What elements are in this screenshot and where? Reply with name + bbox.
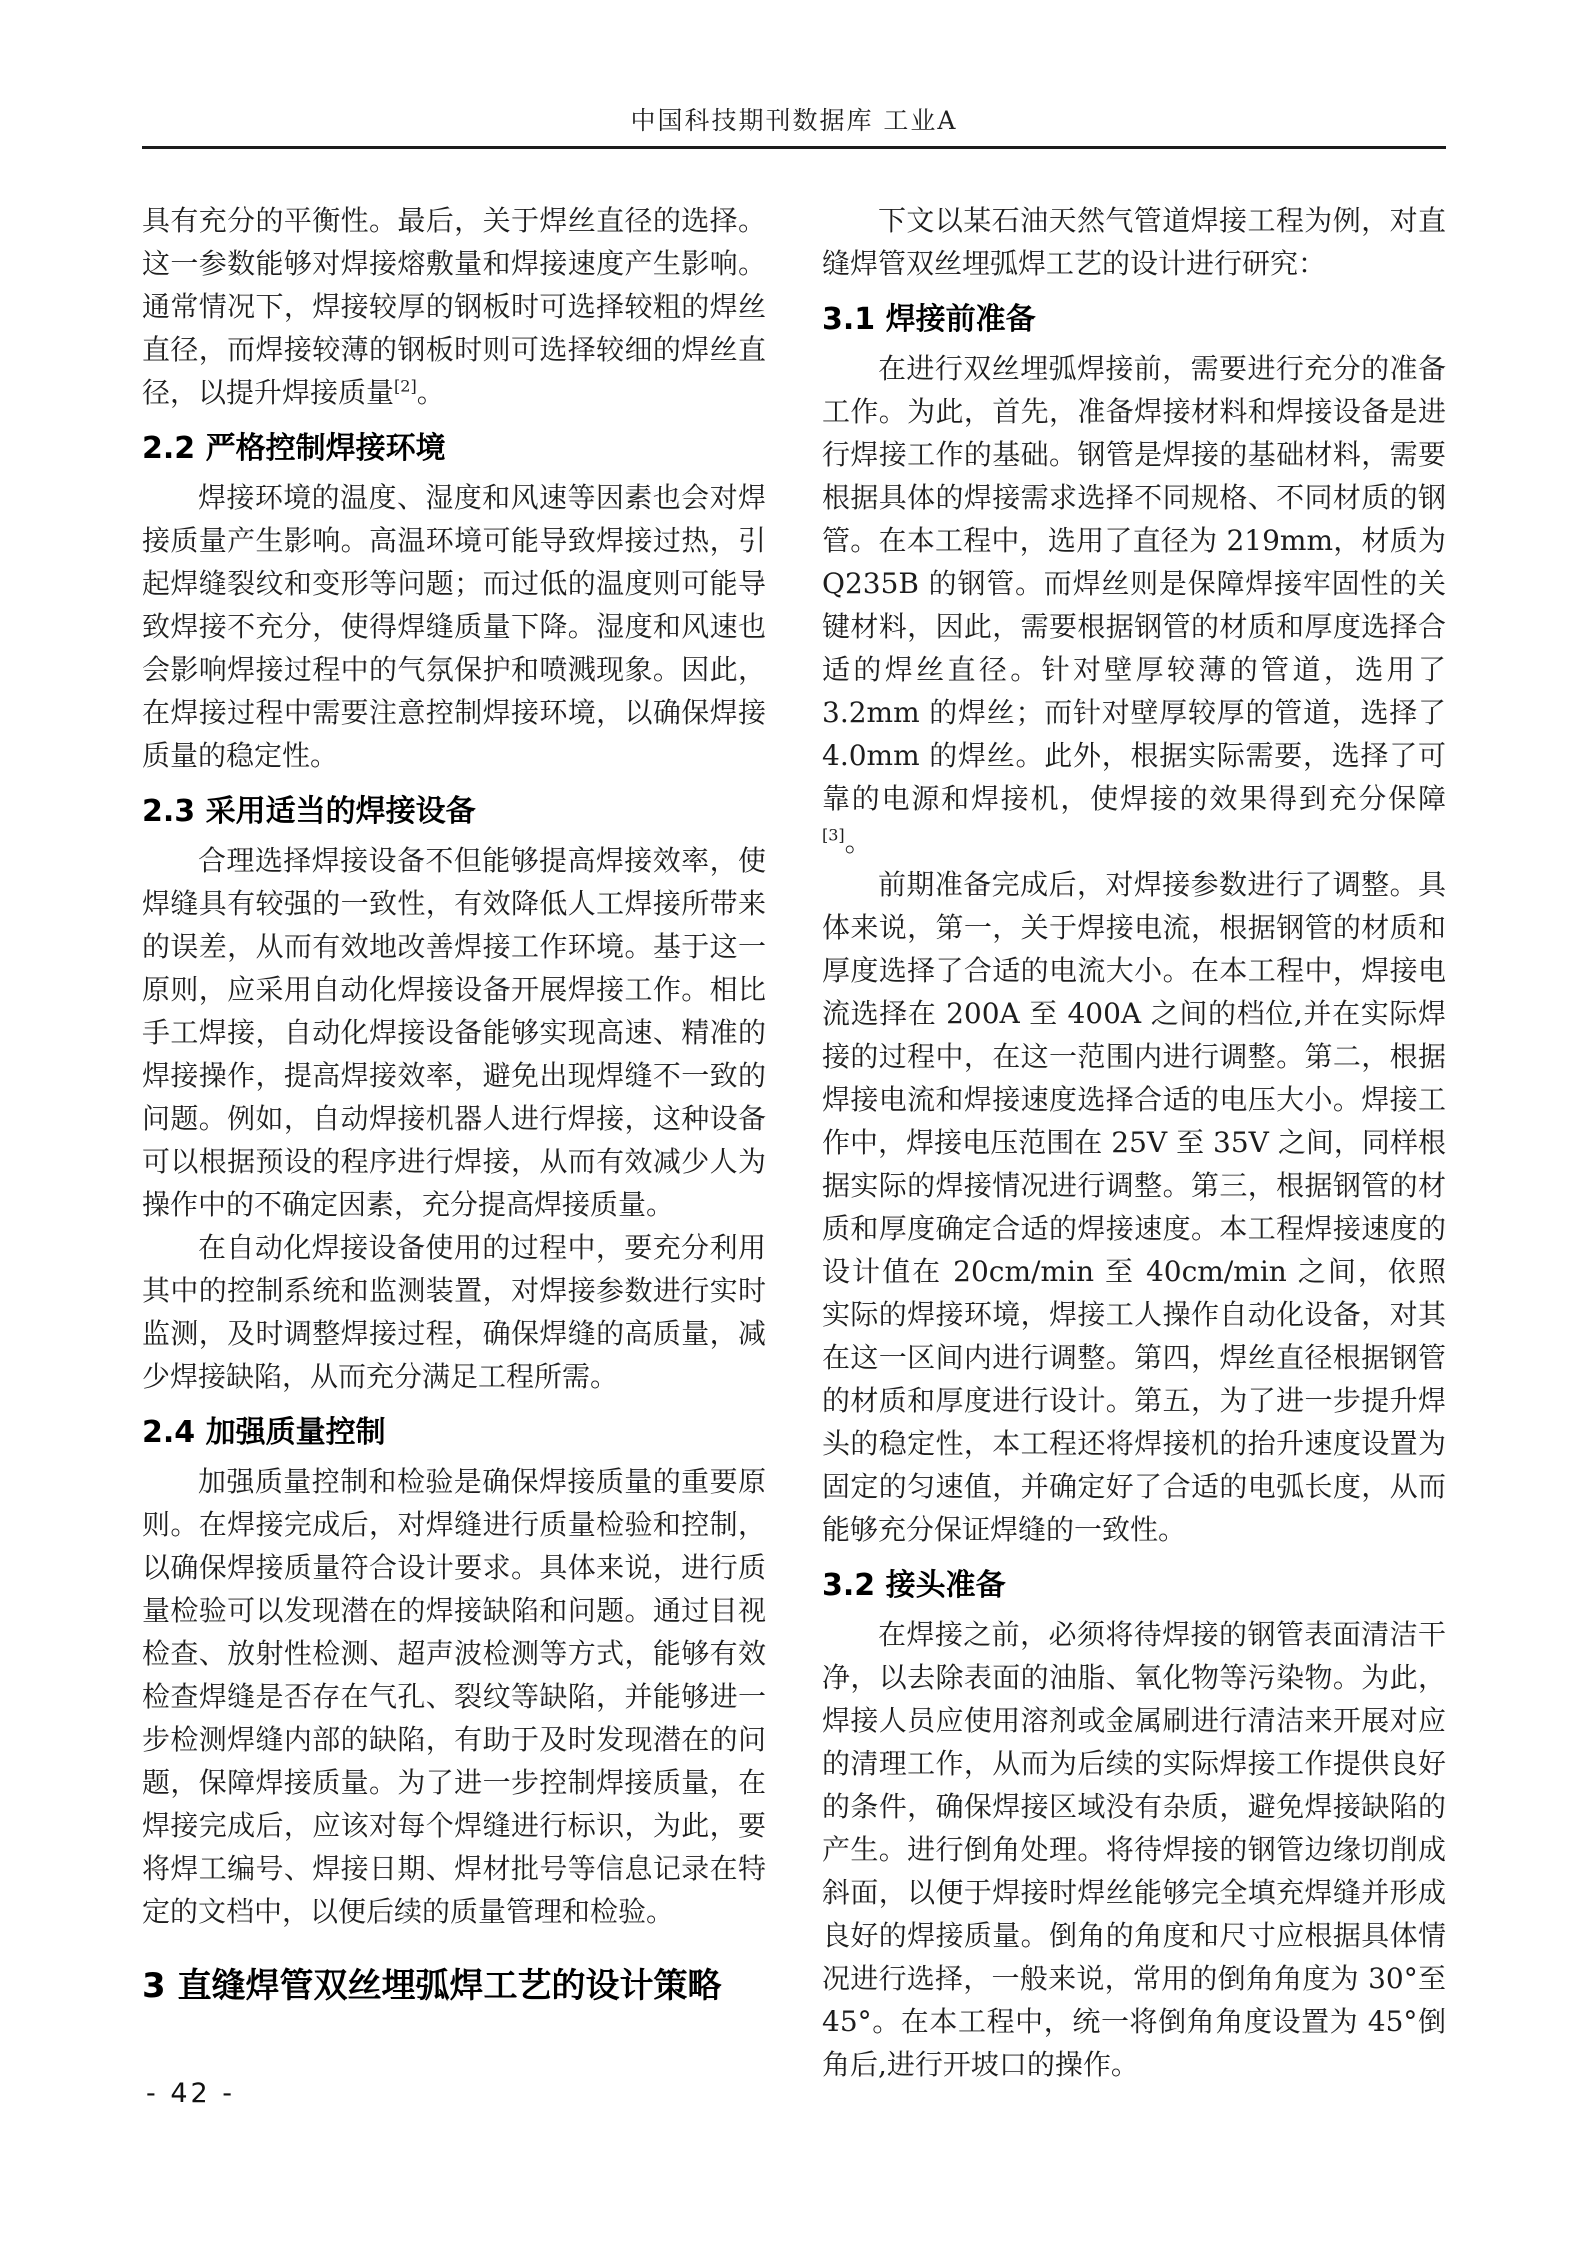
paragraph-case-intro: 下文以某石油天然气管道焊接工程为例，对直缝焊管双丝埋弧焊工艺的设计进行研究： bbox=[822, 204, 1446, 280]
paragraph-text: 具有充分的平衡性。最后，关于焊丝直径的选择。这一参数能够对焊接熔敷量和焊接速度产生影响。通常情况下，焊接较厚的钢板时可选择较粗的焊丝直径，而焊接较薄的钢板时则可选择较细的焊丝直径，以提升焊接质量 bbox=[142, 204, 766, 409]
paragraph-quality-control: 加强质量控制和检验是确保焊接质量的重要原则。在焊接完成后，对焊缝进行质量检验和控制，以确保焊接质量符合设计要求。具体来说，进行质量检验可以发现潜在的焊接缺陷和问题。通过目视检查、放射性检测、超声波检测等方式，能够有效检查焊缝是否存在气孔、裂纹等缺陷，并能够进一步检测焊缝内部的缺陷，有助于及时发现潜在的问题，保障焊接质量。为了进一步控制焊接质量，在焊接完成后，应该对每个焊缝进行标识，为此，要将焊工编号、焊接日期、焊材批号等信息记录在特定的文档中，以便后续的质量管理和检验。 bbox=[142, 1465, 766, 1928]
journal-header bbox=[0, 0, 1588, 138]
section-heading-2-2: 2.2 严格控制焊接环境 bbox=[142, 431, 446, 466]
left-column bbox=[142, 199, 766, 2086]
section-heading-3-1: 3.1 焊接前准备 bbox=[822, 302, 1036, 337]
paragraph-joint-preparation: 在焊接之前，必须将待焊接的钢管表面清洁干净，以去除表面的油脂、氧化物等污染物。为此，焊接人员应使用溶剂或金属刷进行清洁来开展对应的清理工作，从而为后续的实际焊接工作提供良好的条件，确保焊接区域没有杂质，避免焊接缺陷的产生。进行倒角处理。将待焊接的钢管边缘切削成斜面，以便于焊接时焊丝能够完全填充焊缝并形成良好的焊接质量。倒角的角度和尺寸应根据具体情况进行选择，一般来说，常用的倒角角度为 30°至 45°。在本工程中，统一将倒角角度设置为 45°倒角后,进行开坡口的操作。 bbox=[822, 1618, 1446, 2081]
right-column bbox=[822, 199, 1446, 2086]
paragraph-welding-equipment-1: 合理选择焊接设备不但能够提高焊接效率，使焊缝具有较强的一致性，有效降低人工焊接所带来的误差，从而有效地改善焊接工作环境。基于这一原则，应采用自动化焊接设备开展焊接工作。相比手工焊接，自动化焊接设备能够实现高速、精准的焊接操作，提高焊接效率，避免出现焊缝不一致的问题。例如，自动焊接机器人进行焊接，这种设备可以根据预设的程序进行焊接，从而有效减少人为操作中的不确定因素，充分提高焊接质量。 bbox=[142, 844, 766, 1221]
paragraph-preparation bbox=[822, 347, 1446, 863]
journal-header-text: 中国科技期刊数据库 工业A bbox=[630, 106, 958, 135]
citation-ref-2: [2] bbox=[394, 376, 417, 396]
section-heading-3-2: 3.2 接头准备 bbox=[822, 1568, 1006, 1603]
section-heading-2-3: 2.3 采用适当的焊接设备 bbox=[142, 794, 476, 829]
paragraph-welding-equipment-2: 在自动化焊接设备使用的过程中，要充分利用其中的控制系统和监测装置，对焊接参数进行实时监测，及时调整焊接过程，确保焊缝的高质量，减少焊接缺陷，从而充分满足工程所需。 bbox=[142, 1231, 766, 1393]
paragraph-tail: 。 bbox=[844, 825, 873, 858]
paragraph-tail: 。 bbox=[416, 376, 445, 409]
paragraph-parameters: 前期准备完成后，对焊接参数进行了调整。具体来说，第一，关于焊接电流，根据钢管的材质和厚度选择了合适的电流大小。在本工程中，焊接电流选择在 200A 至 400A 之间的档位,并在实际焊接的过程中，在这一范围内进行调整。第二，根据焊接电流和焊接速度选择合适的电压大小。焊接工作中，焊接电压范围在 25V 至 35V 之间，同样根据实际的焊接情况进行调整。第三，根据钢管的材质和厚度确定合适的焊接速度。本工程焊接速度的设计值在 20cm/min 至 40cm/min 之间，依照实际的焊接环境，焊接工人操作自动化设备，对其在这一区间内进行调整。第四，焊丝直径根据钢管的材质和厚度进行设计。第五，为了进一步提升焊头的稳定性，本工程还将焊接机的抬升速度设置为固定的匀速值，并确定好了合适的电弧长度，从而能够充分保证焊缝的一致性。 bbox=[822, 868, 1446, 1546]
paragraph-welding-environment: 焊接环境的温度、湿度和风速等因素也会对焊接质量产生影响。高温环境可能导致焊接过热，引起焊缝裂纹和变形等问题；而过低的温度则可能导致焊接不充分，使得焊缝质量下降。湿度和风速也会影响焊接过程中的气氛保护和喷溅现象。因此，在焊接过程中需要注意控制焊接环境，以确保焊接质量的稳定性。 bbox=[142, 481, 766, 772]
header-divider bbox=[142, 146, 1446, 149]
citation-ref-3: [3] bbox=[822, 825, 845, 845]
page-number: - 42 - bbox=[146, 2078, 236, 2109]
paragraph-wire-diameter bbox=[142, 199, 766, 414]
section-heading-2-4: 2.4 加强质量控制 bbox=[142, 1415, 386, 1450]
section-heading-3: 3 直缝焊管双丝埋弧焊工艺的设计策略 bbox=[142, 1966, 722, 2006]
paragraph-text: 在进行双丝埋弧焊接前，需要进行充分的准备工作。为此，首先，准备焊接材料和焊接设备是进行焊接工作的基础。钢管是焊接的基础材料，需要根据具体的焊接需求选择不同规格、不同材质的钢管。在本工程中，选用了直径为 219mm，材质为 Q235B 的钢管。而焊丝则是保障焊接牢固性的关键材料，因此，需要根据钢管的材质和厚度选择合适的焊丝直径。针对壁厚较薄的管道，选用了 3.2mm 的焊丝；而针对壁厚较厚的管道，选择了 4.0mm 的焊丝。此外，根据实际需要，选择了可靠的电源和焊接机，使焊接的效果得到充分保障 bbox=[822, 352, 1446, 815]
two-column-body bbox=[142, 199, 1446, 2086]
